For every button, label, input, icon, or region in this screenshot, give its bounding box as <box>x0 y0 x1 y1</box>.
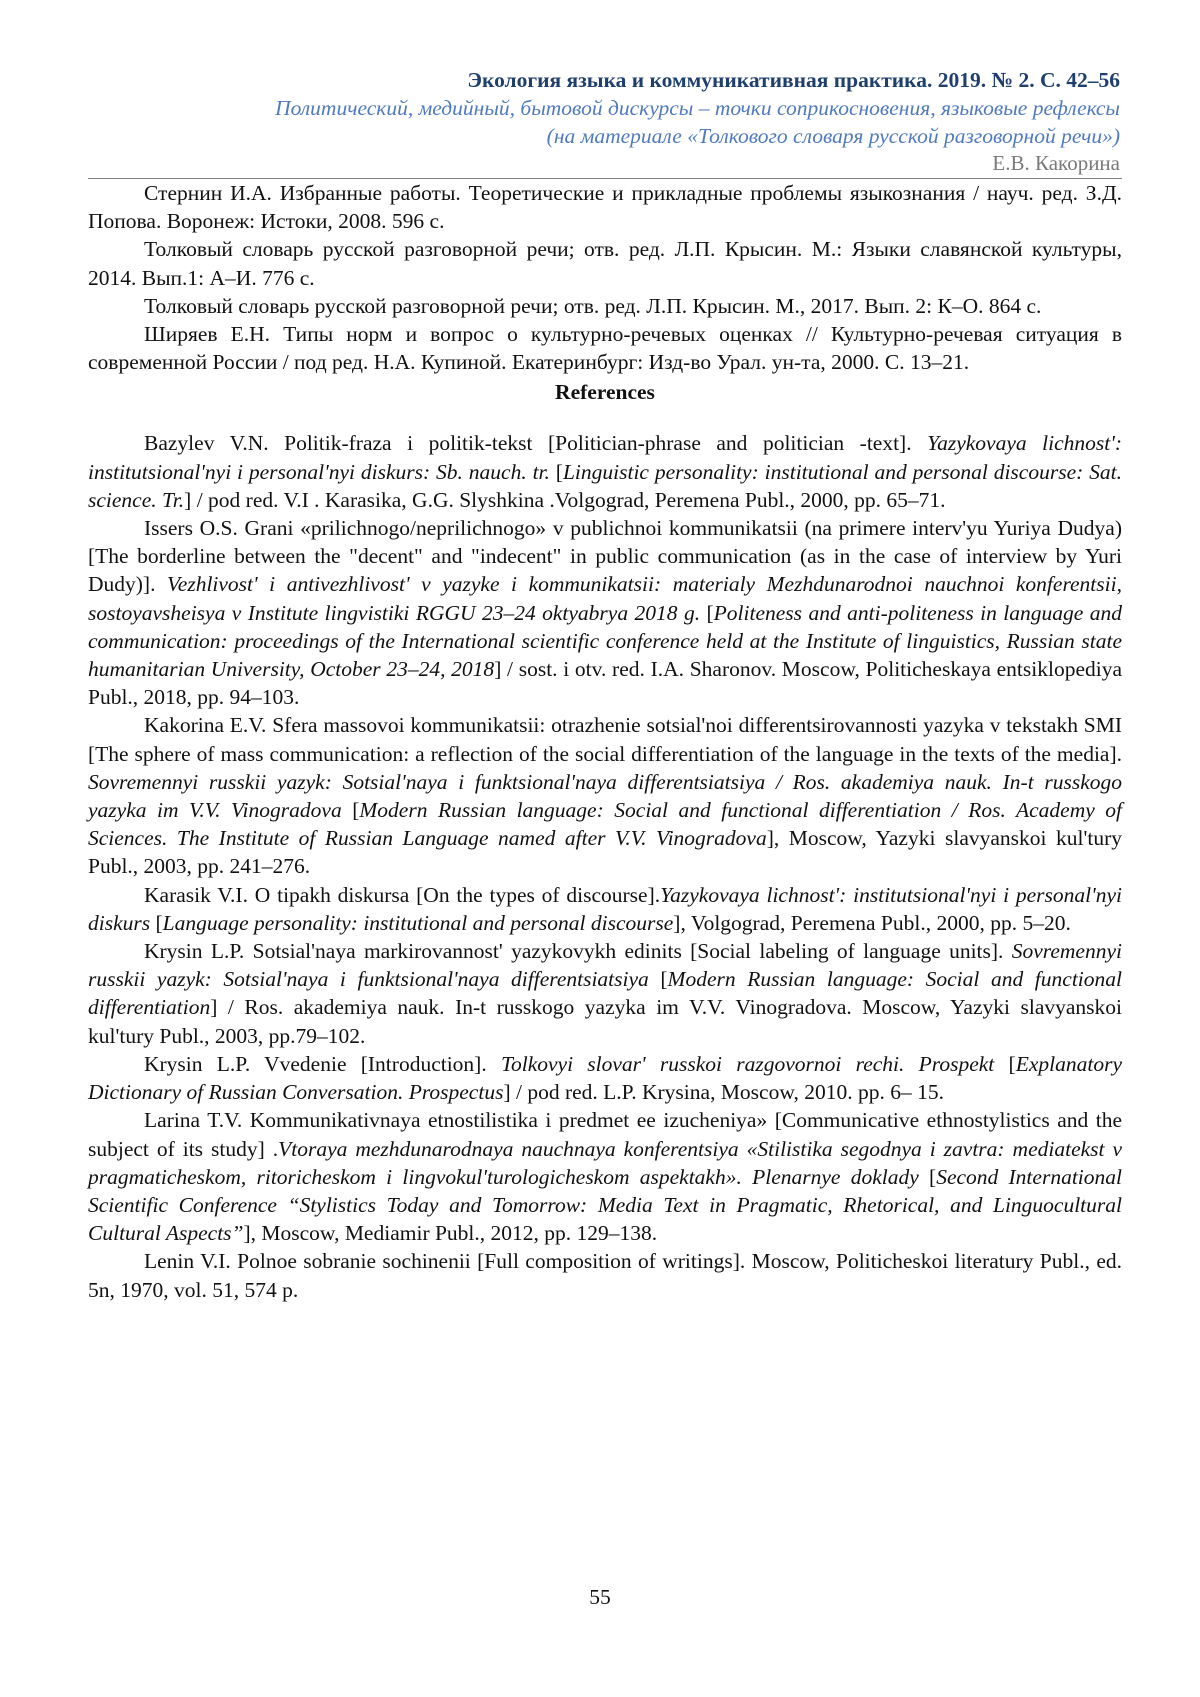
reference-text-segment: [ <box>549 459 563 484</box>
reference-text-segment: Lenin V.I. Polnoe sobranie sochinenii [Full composition of writings]. Moscow, Politicheskoi literatury Publ., ed. 5n, 1970, vol. 51, 574 p. <box>88 1249 1122 1302</box>
references-heading: References <box>555 380 655 405</box>
reference-italic-segment: Politeness and anti-politeness in language and communication: proceedings of the International scientific conference held at the Institute of linguistics, Russian state humanitarian University, October 23–24, 2018 <box>88 600 1122 682</box>
reference-italic-segment: Sovremennyi russkii yazyk: Sotsial'naya i funktsional'naya differentsiatsiya <box>88 939 1122 992</box>
english-reference-entry <box>88 937 1122 1050</box>
reference-text-segment: Kakorina E.V. Sfera massovoi kommunikatsii: otrazhenie sotsial'noi differentsirovannosti yazyka v tekstakh SMI [The sphere of mass communication: a reflection of the social differentiation of the language in the texts of the media]. <box>88 713 1122 766</box>
reference-text-segment: ] / pod red. V.I . Karasika, G.G. Slyshkina .Volgograd, Peremena Publ., 2000, pp. 65–71. <box>184 487 946 512</box>
reference-text-segment: [ <box>700 600 714 625</box>
article-title-line-1: Политический, медийный, бытовой дискурсы – точки соприкосновения, языковые рефлексы <box>275 96 1120 120</box>
reference-italic-segment: Yazykovaya lichnost': institutsional'nyi i personal'nyi diskurs: Sb. nauch. tr. <box>88 431 1123 484</box>
reference-text-segment: Bazylev V.N. Politik-fraza i politik-tekst [Politician-phrase and politician -text]. <box>144 431 928 456</box>
english-reference-entry <box>88 1106 1122 1247</box>
reference-text-segment: ], Moscow, Mediamir Publ., 2012, pp. 129–138. <box>243 1221 658 1246</box>
russian-reference-entry: Ширяев Е.Н. Типы норм и вопрос о культурно-речевых оценках // Культурно-речевая ситуация в современной России / под ред. Н.А. Купиной. Екатеринбург: Изд-во Урал. ун-та, 2000. С. 13–21. <box>88 322 1122 375</box>
reference-text-segment: Karasik V.I. O tipakh diskursa [On the types of discourse]. <box>144 882 661 907</box>
reference-text-segment: [ <box>341 798 360 823</box>
article-title-line-2: (на материале «Толкового словаря русской разговорной речи») <box>546 124 1120 148</box>
english-reference-entry <box>88 429 1122 514</box>
bibliography-body <box>88 179 1122 1304</box>
reference-italic-segment: Yazykovaya lichnost': institutsional'nyi i personal'nyi diskurs <box>88 882 1123 935</box>
russian-reference-entry: Стернин И.А. Избранные работы. Теоретические и прикладные проблемы языкознания / науч. ред. З.Д. Попова. Воронеж: Истоки, 2008. 596 с. <box>88 181 1122 234</box>
russian-reference-entry: Толковый словарь русской разговорной речи; отв. ред. Л.П. Крысин. М., 2017. Вып. 2: К–О. 864 с. <box>144 293 1042 318</box>
reference-italic-segment: Vezhlivost' i antivezhlivost' v yazyke i kommunikatsii: materialy Mezhdunarodnoi nauchnoi konferentsii, sostoyavsheisya v Institute lingvistiki RGGU 23–24 oktyabrya 2018 g. <box>88 572 1122 625</box>
reference-italic-segment: Vtoraya mezhdunarodnaya nauchnaya konferentsiya «Stilistika segodnya i zavtra: mediatekst v pragmaticheskom, ritoricheskom i lingvokul'turologicheskom aspektakh». Plenarnye doklady <box>88 1136 1122 1189</box>
references-list <box>88 429 1122 1303</box>
running-header <box>88 66 1122 177</box>
reference-text-segment: ] / pod red. L.P. Krysina, Moscow, 2010. pp. 6– 15. <box>503 1080 944 1105</box>
reference-italic-segment: Modern Russian language: Social and functional differentiation <box>88 967 1122 1020</box>
page-number: 55 <box>589 1585 611 1609</box>
reference-text-segment: [ <box>150 910 163 935</box>
reference-text-segment: ], Moscow, Yazyki slavyanskoi kul'tury Publ., 2003, pp. 241–276. <box>88 826 1122 879</box>
english-reference-entry <box>88 1050 1122 1106</box>
reference-italic-segment: Second International Scientific Conference “Stylistics Today and Tomorrow: Media Text in Pragmatic, Rhetorical, and Linguocultural Cultural Aspects” <box>88 1164 1122 1246</box>
reference-text-segment: ] / Ros. akademiya nauk. In-t russkogo yazyka im V.V. Vinogradova. Moscow, Yazyki slavyanskoi kul'tury Publ., 2003, pp.79–102. <box>88 995 1122 1048</box>
english-reference-entry <box>88 711 1122 880</box>
reference-text-segment: Issers O.S. Grani «prilichnogo/neprilichnogo» v publichnoi kommunikatsii (na primere interv'yu Yuriya Dudya) [The borderline between the "decent" and "indecent" in public communication (as in the case of interview by Yuri Dudy)]. <box>88 516 1122 597</box>
reference-text-segment: Larina T.V. Kommunikativnaya etnostilistika i predmet ee izucheniya» [Communicative ethnostylistics and the subject of its study] . <box>88 1108 1122 1161</box>
reference-italic-segment: Explanatory Dictionary of Russian Conversation. Prospectus <box>88 1051 1122 1105</box>
english-reference-entry <box>88 881 1122 937</box>
reference-text-segment: ] / sost. i otv. red. I.A. Sharonov. Moscow, Politicheskaya entsiklopediya Publ., 2018, pp. 94–103. <box>88 657 1123 710</box>
reference-italic-segment: Language personality: institutional and personal discourse <box>162 910 674 935</box>
reference-italic-segment: Tolkovyi slovar' russkoi razgovornoi rechi. Prospekt <box>500 1051 995 1076</box>
reference-text-segment: Krysin L.P. Sotsial'naya markirovannost' yazykovykh edinits [Social labeling of language units]. <box>144 939 1012 964</box>
english-reference-entry <box>88 1247 1122 1303</box>
reference-italic-segment: Sovremennyi russkii yazyk: Sotsial'naya i funktsional'naya differentsiatsiya / Ros. akademiya nauk. In-t russkogo yazyka im V.V. Vinogradova <box>88 769 1122 823</box>
reference-text-segment: [ <box>918 1164 937 1189</box>
reference-italic-segment: Modern Russian language: Social and functional differentiation / Ros. Academy of Sciences. The Institute of Russian Language named after V.V. Vinogradova <box>88 798 1123 851</box>
journal-title: Экология языка и коммуникативная практика. 2019. № 2. С. 42–56 <box>467 68 1120 92</box>
reference-text-segment: [ <box>994 1051 1016 1076</box>
reference-text-segment: ], Volgograd, Peremena Publ., 2000, pp. 5–20. <box>673 910 1071 935</box>
reference-text-segment: [ <box>648 967 668 992</box>
reference-italic-segment: Linguistic personality: institutional and personal discourse: Sat. science. Tr. <box>88 459 1122 512</box>
article-author: Е.В. Какорина <box>992 151 1120 175</box>
reference-text-segment: Krysin L.P. Vvedenie [Introduction]. <box>144 1051 501 1076</box>
english-reference-entry <box>88 514 1122 711</box>
russian-reference-entry: Толковый словарь русской разговорной речи; отв. ред. Л.П. Крысин. М.: Языки славянской культуры, 2014. Вып.1: А–И. 776 с. <box>88 237 1122 290</box>
